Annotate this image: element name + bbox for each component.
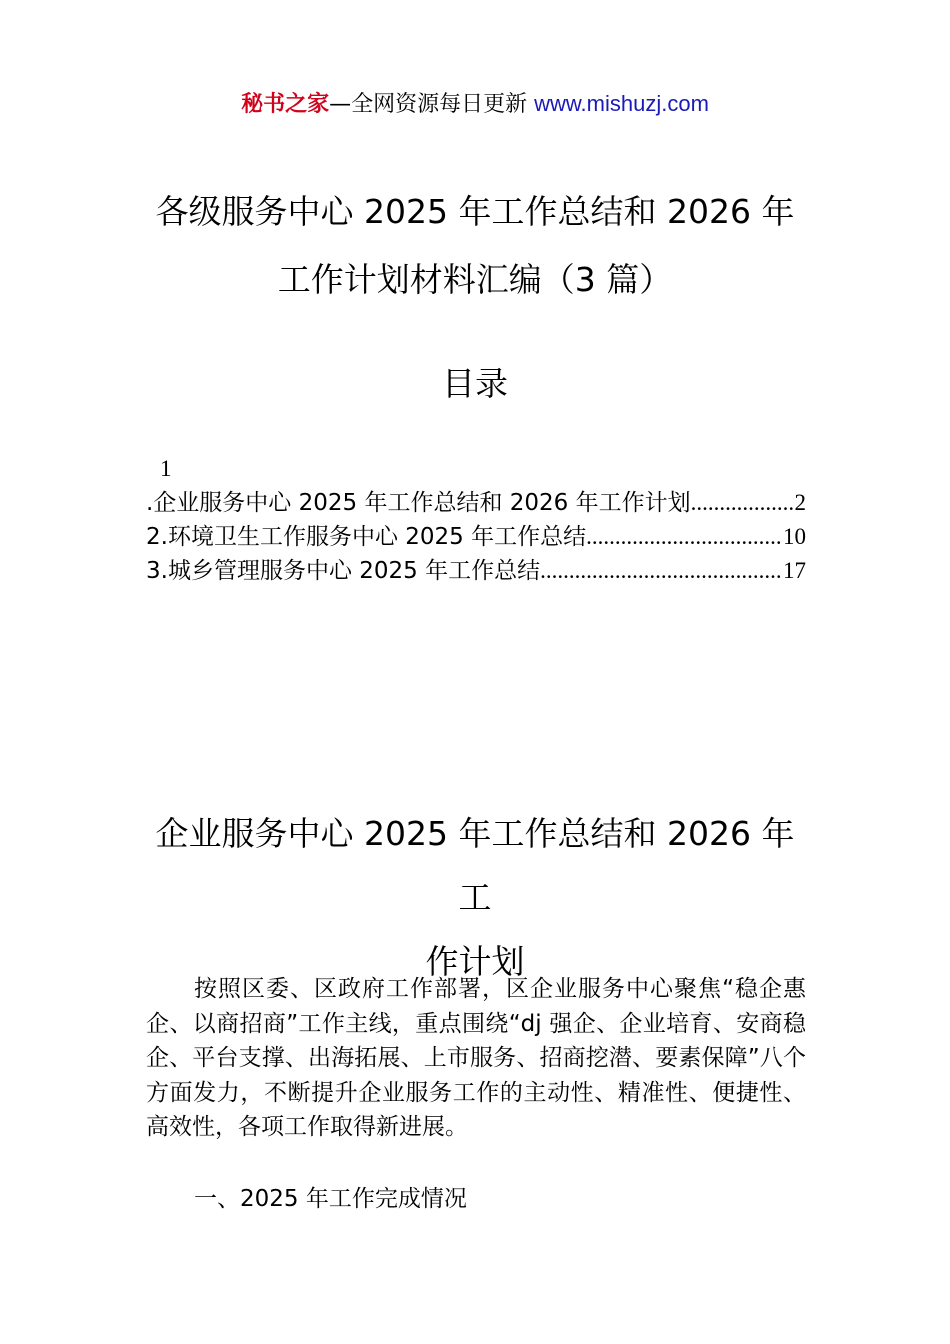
toc-entry-title: 2.环境卫生工作服务中心 2025 年工作总结	[146, 524, 587, 550]
toc-entry[interactable]	[146, 554, 806, 588]
section-heading: 一、2025 年工作完成情况	[194, 1186, 467, 1212]
toc-page-number: 10	[783, 524, 806, 549]
brand-name: 秘书之家	[241, 92, 330, 117]
toc-entry-title: .企业服务中心 2025 年工作总结和 2026 年工作计划	[146, 490, 691, 516]
toc-leader-dots	[691, 486, 795, 520]
article-title	[140, 802, 810, 994]
document-title-line: 各级服务中心 2025 年工作总结和 2026 年	[155, 192, 795, 231]
toc-leader-dots	[586, 520, 783, 554]
header-slogan: —全网资源每日更新	[329, 92, 528, 117]
document-title	[100, 178, 850, 314]
article-title-line: 企业服务中心 2025 年工作总结和 2026 年工	[155, 814, 795, 917]
toc-entry[interactable]	[146, 520, 806, 554]
website-link[interactable]: www.mishuzj.com	[534, 91, 709, 116]
intro-paragraph: 按照区委、区政府工作部署，区企业服务中心聚焦“稳企惠企、以商招商”工作主线，重点围绕“dj 强企、企业培育、安商稳企、平台支撑、出海拓展、上市服务、招商挖潜、要素保障”八个方面发力，不断提升企业服务工作的主动性、精准性、便捷性、高效性，各项工作取得新进展。	[146, 976, 806, 1140]
toc-heading: 目录	[442, 364, 508, 403]
toc-leader-dots	[540, 554, 783, 588]
toc-item-number: 1	[160, 456, 172, 481]
article-body	[146, 972, 806, 1145]
toc-page-number: 17	[783, 558, 806, 583]
table-of-contents	[146, 452, 806, 588]
article-title-line: 作计划	[425, 942, 525, 981]
page-header	[0, 86, 950, 123]
toc-entry-title: 3.城乡管理服务中心 2025 年工作总结	[146, 558, 541, 584]
toc-entry[interactable]	[146, 486, 806, 520]
toc-page-number: 2	[794, 490, 806, 515]
document-title-line: 工作计划材料汇编（3 篇）	[277, 260, 673, 299]
